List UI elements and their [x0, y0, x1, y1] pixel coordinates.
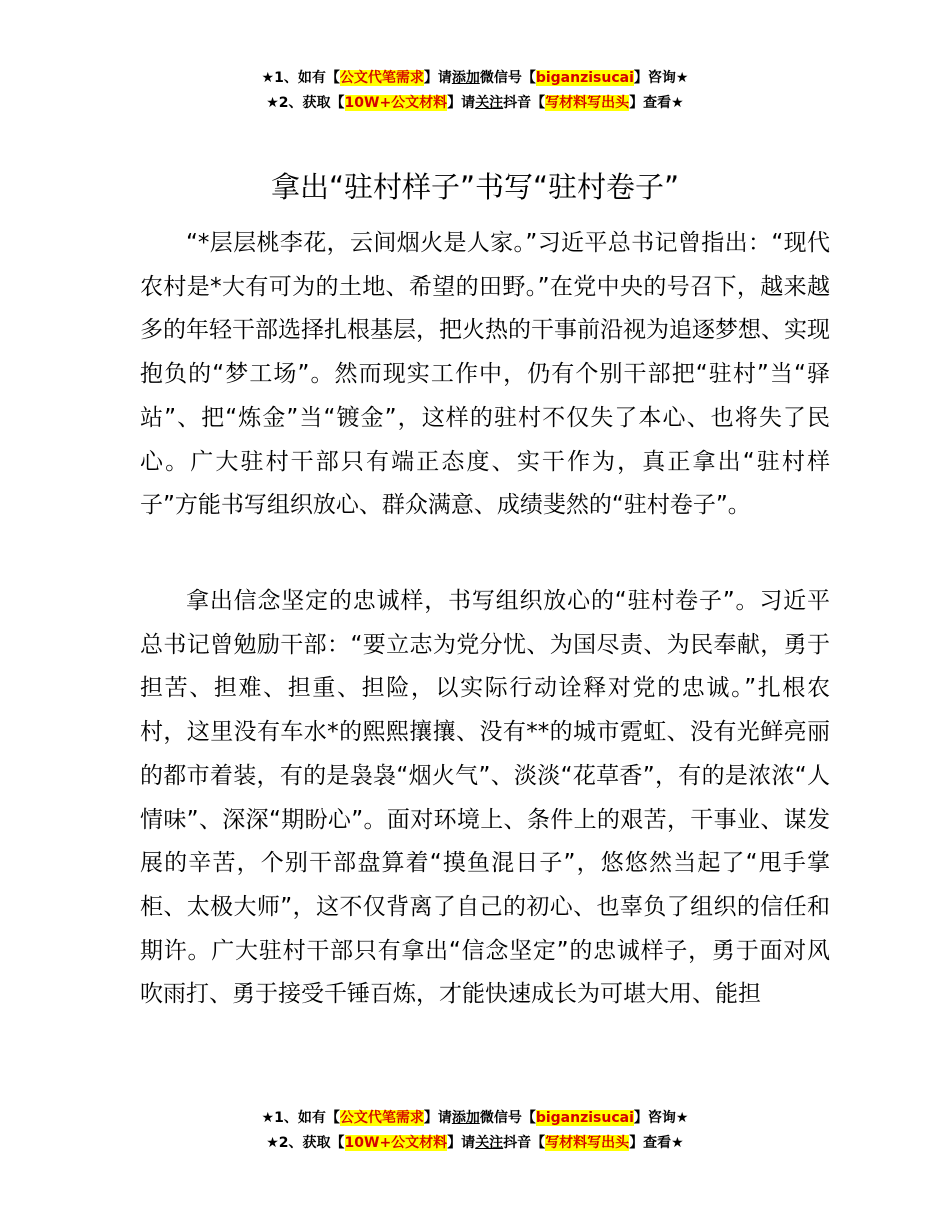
paragraph-1-text: “*层层桃李花，云间烟火是人家。”习近平总书记曾指出：“现代农村是*大有可为的土地、希望的田野。”在党中央的号召下，越来越多的年轻干部选择扎根基层，把火热的干事前沿视为追逐梦想、实现抱负的“梦工场”。然而现实工作中，仍有个别干部把“驻村”当“驿站”、把“炼金”当“镀金”，这样的驻村不仅失了本心、也将失了民心。广大驻村干部只有端正态度、实干作为，真正拿出“驻村样子”方能书写组织放心、群众满意、成绩斐然的“驻村卷子”。 [140, 230, 830, 519]
header-highlight-materials: 10W+公文材料 [344, 95, 448, 111]
document-title: 拿出“驻村样子”书写“驻村卷子” [270, 170, 680, 204]
footer-line-1-prefix: ★1、如有【 [261, 1110, 340, 1126]
header-line-2-suffix: 】查看★ [629, 95, 684, 111]
footer-line-2-suffix: 】查看★ [629, 1135, 684, 1151]
footer-line-2-text: 】请 [447, 1135, 476, 1151]
footer-line-2-underlined: 关注 [475, 1135, 504, 1151]
header-line-2-prefix: ★2、获取【 [266, 95, 345, 111]
footer-line-2-text-2: 抖音【 [503, 1135, 546, 1151]
header-line-2 [0, 91, 950, 116]
header-line-1-underlined: 添加 [451, 70, 480, 86]
header-highlight-account: 写材料写出头 [545, 95, 630, 111]
header-line-2-text-2: 抖音【 [503, 95, 546, 111]
header-line-2-underlined: 关注 [475, 95, 504, 111]
footer-highlight-materials: 10W+公文材料 [344, 1135, 448, 1151]
footer-line-1-suffix: 】咨询★ [633, 1110, 689, 1126]
footer-highlight-account: 写材料写出头 [545, 1135, 630, 1151]
header-line-1-text-2: 微信号【 [479, 70, 536, 86]
paragraph-2 [140, 580, 830, 1017]
footer-line-1-underlined: 添加 [451, 1110, 480, 1126]
header-highlight-service: 公文代笔需求 [339, 70, 424, 86]
paragraph-2-text: 拿出信念坚定的忠诚样，书写组织放心的“驻村卷子”。习近平总书记曾勉励干部：“要立志为党分忧、为国尽责、为民奉献，勇于担苦、担难、担重、担险，以实际行动诠释对党的忠诚。”扎根农村，这里没有车水*的熙熙攘攘、没有**的城市霓虹、没有光鲜亮丽的都市着装，有的是袅袅“烟火气”、淡淡“花草香”，有的是浓浓“人情味”、深深“期盼心”。面对环境上、条件上的艰苦，干事业、谋发展的辛苦，个别干部盘算着“摸鱼混日子”，悠悠然当起了“甩手掌柜、太极大师”，这不仅背离了自己的初心、也辜负了组织的信任和期许。广大驻村干部只有拿出“信念坚定”的忠诚样子，勇于面对风吹雨打、勇于接受千锤百炼，才能快速成长为可堪大用、能担 [140, 588, 830, 1008]
footer-highlight-wechat-id: biganzisucai [535, 1110, 634, 1126]
footer-line-2-prefix: ★2、获取【 [266, 1135, 345, 1151]
footer-highlight-service: 公文代笔需求 [339, 1110, 424, 1126]
header-line-1-suffix: 】咨询★ [633, 70, 689, 86]
header-line-1-text: 】请 [423, 70, 452, 86]
header-line-2-text: 】请 [447, 95, 476, 111]
header-highlight-wechat-id: biganzisucai [535, 70, 634, 86]
header-line-1 [0, 66, 950, 91]
footer-banner [0, 1106, 950, 1156]
paragraph-1 [140, 222, 830, 528]
footer-line-1 [0, 1106, 950, 1131]
header-banner [0, 66, 950, 116]
footer-line-1-text: 】请 [423, 1110, 452, 1126]
footer-line-2 [0, 1131, 950, 1156]
footer-line-1-text-2: 微信号【 [479, 1110, 536, 1126]
header-line-1-prefix: ★1、如有【 [261, 70, 340, 86]
